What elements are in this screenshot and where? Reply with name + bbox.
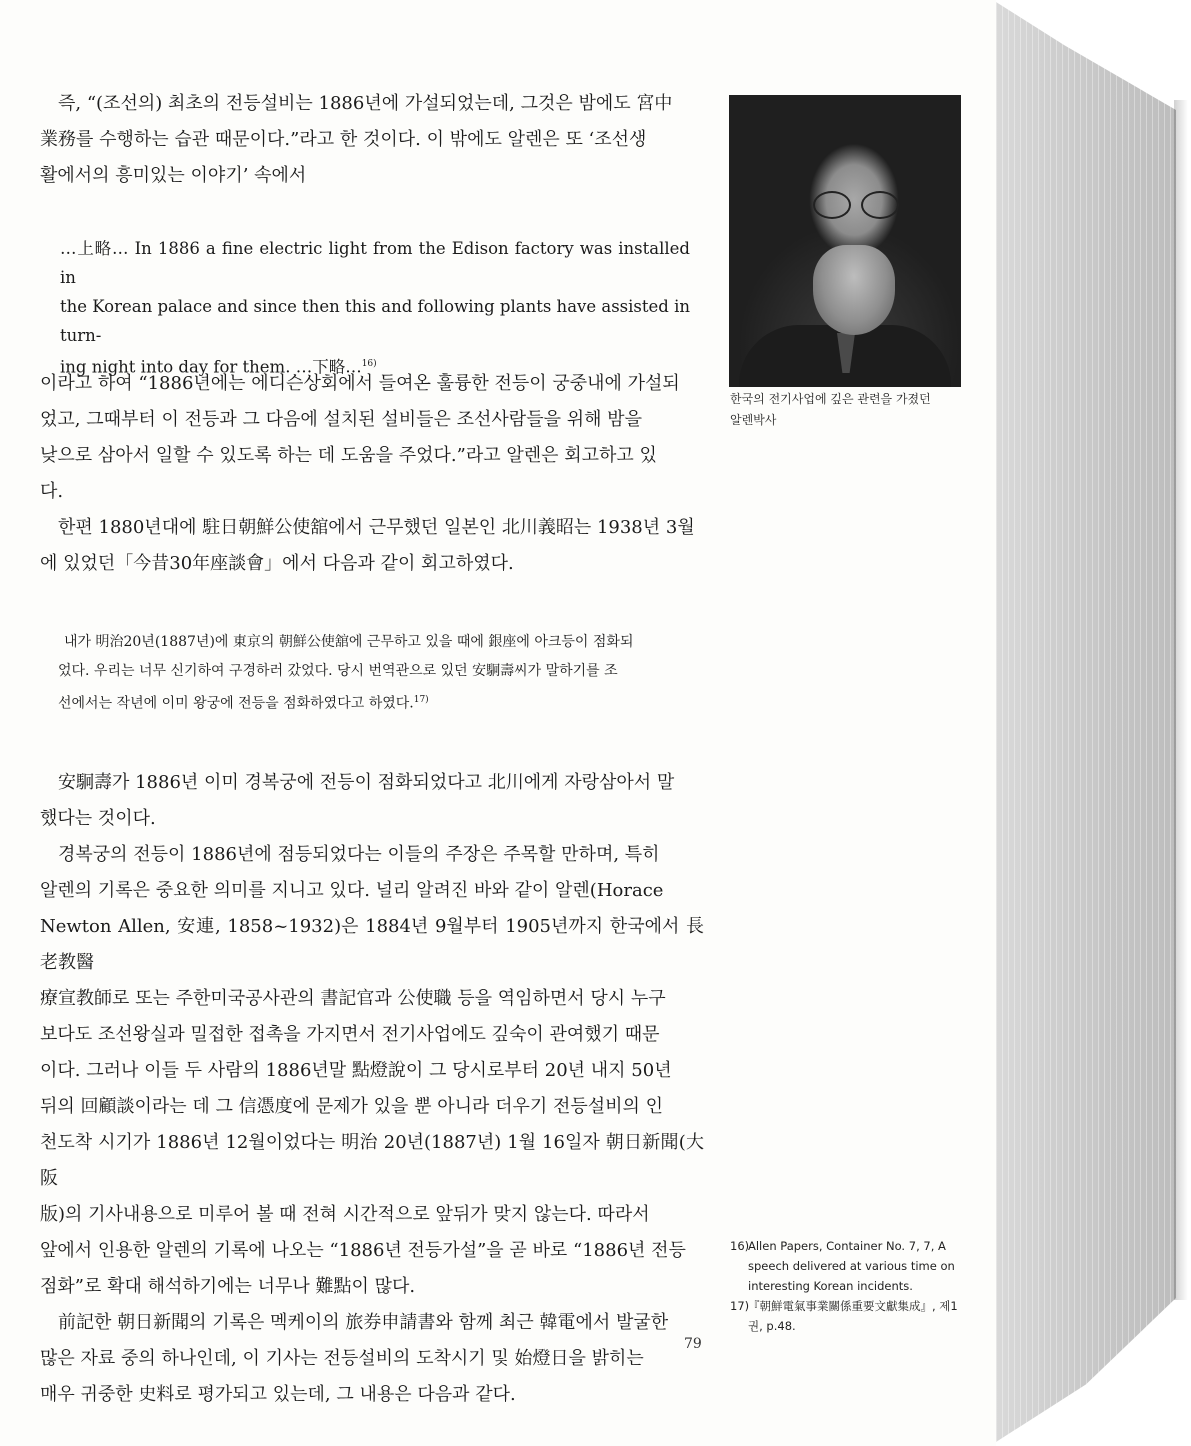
quote-line: 었다. 우리는 너무 신기하여 구경하러 갔었다. 당시 번역관으로 있던 安駉壽씨가 말하기를 조 <box>58 663 618 679</box>
text-line: 다. <box>40 481 64 502</box>
english-quotation <box>60 234 690 382</box>
footnote-number: 17) <box>730 1299 750 1313</box>
quote-line-text: 선에서는 작년에 이미 왕궁에 전등을 점화하였다고 하였다. <box>58 695 414 712</box>
portrait-photo-allen <box>729 95 961 387</box>
text-line: 에 있었던「今昔30年座談會」에서 다음과 같이 회고하였다. <box>40 553 514 574</box>
text-line: 앞에서 인용한 알렌의 기록에 나오는 “1886년 전등가설”을 곧 바로 “1886년 전등 <box>40 1240 686 1261</box>
text-line: Newton Allen, 安連, 1858~1932)은 1884년 9월부터 1905년까지 한국에서 長老教醫 <box>40 916 704 973</box>
footnote-16 <box>730 1236 970 1296</box>
caption-line: 알렌박사 <box>730 413 777 427</box>
photo-caption <box>730 389 970 431</box>
quote-line-text: ing night into day for them. …下略… <box>60 357 362 377</box>
text-line: 한편 1880년대에 駐日朝鮮公使舘에서 근무했던 일본인 北川義昭는 1938년 3월 <box>58 517 695 538</box>
quote-line <box>58 686 690 719</box>
quote-line: the Korean palace and since then this and following plants have assisted in turn- <box>60 297 690 345</box>
text-line: 알렌의 기록은 중요한 의미를 지니고 있다. 널리 알려진 바와 같이 알렌(Horace <box>40 880 664 901</box>
text-line: 즉, “(조선의) 최초의 전등설비는 1886년에 가설되었는데, 그것은 밤에도 宮中 <box>58 93 673 114</box>
text-line: 했다는 것이다. <box>40 808 156 829</box>
caption-line: 한국의 전기사업에 깊은 관련을 가졌던 <box>730 392 931 406</box>
text-line: 뒤의 回顧談이라는 데 그 信憑度에 문제가 있을 뿐 아니라 더우기 전등설비의 인 <box>40 1096 664 1117</box>
footnote-reference: 16) <box>361 359 377 369</box>
text-line: 매우 귀중한 史料로 평가되고 있는데, 그 내용은 다음과 같다. <box>40 1384 516 1405</box>
text-line: 활에서의 흥미있는 이야기’ 속에서 <box>40 165 307 186</box>
text-line: 版)의 기사내용으로 미루어 볼 때 전혀 시간적으로 앞뒤가 맞지 않는다. 따라서 <box>40 1204 650 1225</box>
glasses-lens-left <box>813 191 851 219</box>
photo-beard <box>813 245 895 335</box>
page-stack-lines <box>996 0 1176 1446</box>
page-stack-edge <box>996 0 1191 1446</box>
text-line: 業務를 수행하는 습관 때문이다.”라고 한 것이다. 이 밖에도 알렌은 또 ‘조선생 <box>40 129 647 150</box>
text-line: 이라고 하여 “1886년에는 에디슨상회에서 들여온 훌륭한 전등이 궁중내에 가설되 <box>40 373 680 394</box>
quote-line: …上略… In 1886 a fine electric light from the Edison factory was installed in <box>60 239 690 287</box>
paragraph-middle <box>40 366 704 582</box>
korean-quotation <box>58 628 690 719</box>
footnote-17 <box>730 1296 970 1336</box>
page-stack-shadow <box>1174 100 1188 1300</box>
text-line: 前記한 朝日新聞의 기록은 멕케이의 旅券申請書와 함께 최근 韓電에서 발굴한 <box>58 1312 669 1333</box>
paragraph-analysis <box>40 765 704 1413</box>
photo-glasses <box>807 191 903 217</box>
text-line: 낮으로 삼아서 일할 수 있도록 하는 데 도움을 주었다.”라고 알렌은 회고하고 있 <box>40 445 657 466</box>
paragraph-intro <box>40 86 704 194</box>
quote-line: 내가 明治20년(1887년)에 東京의 朝鮮公使舘에 근무하고 있을 때에 銀座에 아크등이 점화되 <box>64 634 634 650</box>
footnote-text: Allen Papers, Container No. 7, 7, A speech delivered at various time on interesting Korean incidents. <box>748 1239 955 1293</box>
footnote-number: 16) <box>730 1239 750 1253</box>
text-line: 安駉壽가 1886년 이미 경복궁에 전등이 점화되었다고 北川에게 자랑삼아서 말 <box>58 772 675 793</box>
text-line: 경복궁의 전등이 1886년에 점등되었다는 이들의 주장은 주목할 만하며, 특히 <box>58 844 660 865</box>
text-line: 이다. 그러나 이들 두 사람의 1886년말 點燈說이 그 당시로부터 20년 내지 50년 <box>40 1060 672 1081</box>
text-line: 었고, 그때부터 이 전등과 그 다음에 설치된 설비들은 조선사람들을 위해 밤을 <box>40 409 642 430</box>
footnotes <box>730 1236 970 1336</box>
text-line: 療宣教師로 또는 주한미국공사관의 書記官과 公使職 등을 역임하면서 당시 누구 <box>40 988 666 1009</box>
text-line: 많은 자료 중의 하나인데, 이 기사는 전등설비의 도착시기 및 始燈日을 밝히는 <box>40 1348 644 1369</box>
page-number: 79 <box>684 1336 702 1352</box>
glasses-lens-right <box>861 191 899 219</box>
footnote-text: 『朝鮮電氣事業關係重要文獻集成』, 제1권, p.48. <box>748 1299 958 1333</box>
footnote-reference: 17) <box>413 695 429 705</box>
text-line: 천도착 시기가 1886년 12월이었다는 明治 20년(1887년) 1월 16일자 朝日新聞(大阪 <box>40 1132 704 1189</box>
text-line: 점화”로 확대 해석하기에는 너무나 難點이 많다. <box>40 1276 416 1297</box>
text-line: 보다도 조선왕실과 밀접한 접촉을 가지면서 전기사업에도 깊숙이 관여했기 때문 <box>40 1024 660 1045</box>
